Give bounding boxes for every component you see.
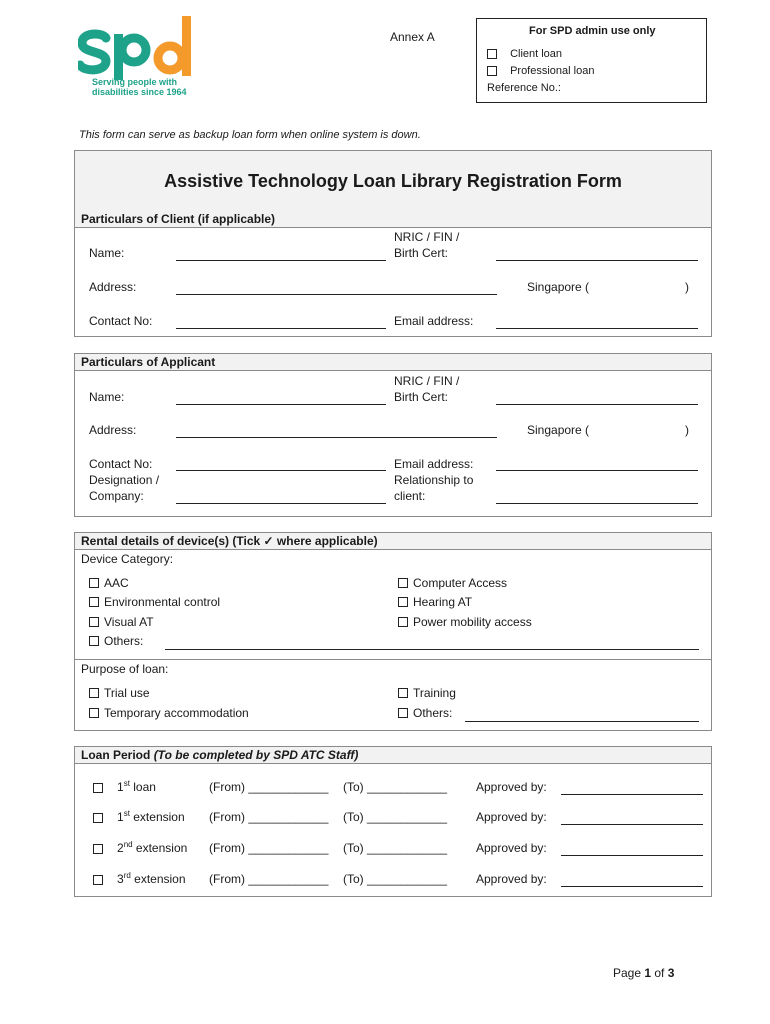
applicant-contact-label: Contact No: [89, 457, 153, 471]
applicant-relationship-label-2: client: [394, 489, 426, 503]
device-option-aac[interactable]: AAC [89, 575, 129, 591]
purpose-label: Purpose of loan: [81, 662, 169, 676]
loan-from[interactable]: (From) ____________ [209, 810, 329, 824]
loan-from[interactable]: (From) ____________ [209, 872, 329, 886]
loan-row-label: 1st loan [117, 779, 156, 794]
checkbox-icon[interactable] [487, 66, 497, 76]
applicant-relationship-field[interactable] [496, 503, 698, 504]
admin-box [476, 18, 707, 103]
loan-row-label: 1st extension [117, 809, 185, 824]
device-option-others[interactable]: Others: [89, 633, 143, 649]
client-close-paren: ) [685, 280, 689, 294]
purpose-option-others[interactable]: Others: [398, 705, 452, 721]
applicant-designation-label-1: Designation / [89, 473, 160, 487]
logo-tagline-1: Serving people with [92, 77, 178, 87]
loan-row [75, 810, 711, 826]
loan-approved-field[interactable] [561, 886, 703, 887]
applicant-email-label: Email address: [394, 457, 474, 471]
device-option-visual[interactable]: Visual AT [89, 614, 154, 630]
checkbox-icon[interactable] [398, 597, 408, 607]
checkbox-icon[interactable] [398, 617, 408, 627]
checkbox-icon[interactable] [89, 708, 99, 718]
loan-to[interactable]: (To) ____________ [343, 780, 448, 794]
loan-from[interactable]: (From) ____________ [209, 780, 329, 794]
checkbox-icon[interactable] [398, 708, 408, 718]
applicant-address-field[interactable] [176, 437, 497, 438]
rental-divider [75, 659, 711, 660]
client-name-label: Name: [89, 246, 125, 260]
checkbox-icon[interactable] [89, 688, 99, 698]
applicant-section [74, 353, 712, 517]
admin-reference: Reference No.: [487, 82, 561, 94]
annex-label: Annex A [390, 30, 435, 44]
checkbox-icon[interactable] [398, 578, 408, 588]
checkbox-icon[interactable] [93, 875, 103, 885]
device-category-label: Device Category: [81, 552, 174, 566]
spd-logo-mark [78, 14, 208, 82]
loan-to[interactable]: (To) ____________ [343, 841, 448, 855]
applicant-nric-label-1: NRIC / FIN / [394, 374, 460, 388]
checkbox-icon[interactable] [89, 578, 99, 588]
rental-section [74, 532, 712, 731]
loan-approved-label: Approved by: [476, 872, 547, 886]
checkbox-icon[interactable] [93, 783, 103, 793]
client-email-label: Email address: [394, 314, 474, 328]
loan-row [75, 872, 711, 888]
admin-option-client-loan[interactable]: Client loan [487, 48, 562, 60]
applicant-singapore-label: Singapore ( [527, 423, 590, 437]
loan-row [75, 780, 711, 796]
loan-from[interactable]: (From) ____________ [209, 841, 329, 855]
client-nric-label-1: NRIC / FIN / [394, 230, 460, 244]
admin-option-professional-loan[interactable]: Professional loan [487, 65, 594, 77]
checkbox-icon[interactable] [89, 636, 99, 646]
applicant-designation-field[interactable] [176, 503, 386, 504]
loan-to[interactable]: (To) ____________ [343, 872, 448, 886]
form-title: Assistive Technology Loan Library Registration Form [164, 171, 622, 191]
checkbox-icon[interactable] [89, 597, 99, 607]
rental-heading: Rental details of device(s) (Tick ✓ where applicable) [75, 533, 711, 550]
applicant-heading: Particulars of Applicant [75, 354, 711, 371]
client-address-field[interactable] [176, 294, 497, 295]
applicant-name-label: Name: [89, 390, 125, 404]
admin-title: For SPD admin use only [529, 25, 656, 37]
device-option-environmental[interactable]: Environmental control [89, 594, 220, 610]
applicant-nric-field[interactable] [496, 404, 698, 405]
purpose-option-trial[interactable]: Trial use [89, 685, 150, 701]
client-contact-label: Contact No: [89, 314, 153, 328]
device-option-hearing[interactable]: Hearing AT [398, 594, 472, 610]
loan-approved-field[interactable] [561, 824, 703, 825]
checkbox-icon[interactable] [93, 813, 103, 823]
applicant-relationship-label-1: Relationship to [394, 473, 474, 487]
loan-approved-field[interactable] [561, 855, 703, 856]
client-nric-label-2: Birth Cert: [394, 246, 449, 260]
client-email-field[interactable] [496, 328, 698, 329]
purpose-option-temporary[interactable]: Temporary accommodation [89, 705, 249, 721]
loan-row-label: 3rd extension [117, 871, 186, 886]
checkbox-icon[interactable] [93, 844, 103, 854]
applicant-name-field[interactable] [176, 404, 386, 405]
purpose-others-field[interactable] [465, 721, 699, 722]
checkbox-icon[interactable] [487, 49, 497, 59]
loan-heading: Loan Period (To be completed by SPD ATC Staff) [75, 747, 711, 764]
applicant-close-paren: ) [685, 423, 689, 437]
applicant-designation-label-2: Company: [89, 489, 144, 503]
client-singapore-label: Singapore ( [527, 280, 590, 294]
purpose-option-training[interactable]: Training [398, 685, 456, 701]
applicant-contact-field[interactable] [176, 470, 386, 471]
client-contact-field[interactable] [176, 328, 386, 329]
loan-approved-label: Approved by: [476, 780, 547, 794]
applicant-email-field[interactable] [496, 470, 698, 471]
page-number: Page 1 of 3 [613, 966, 675, 980]
loan-section [74, 746, 712, 897]
client-nric-field[interactable] [496, 260, 698, 261]
loan-approved-label: Approved by: [476, 841, 547, 855]
device-others-field[interactable] [165, 649, 699, 650]
device-option-power-mobility[interactable]: Power mobility access [398, 614, 532, 630]
client-address-label: Address: [89, 280, 137, 294]
client-section [74, 150, 712, 337]
checkbox-icon[interactable] [398, 688, 408, 698]
applicant-address-label: Address: [89, 423, 137, 437]
backup-note: This form can serve as backup loan form when online system is down. [79, 129, 421, 141]
spd-logo [78, 14, 208, 104]
device-option-computer[interactable]: Computer Access [398, 575, 507, 591]
tick-icon: ✓ [263, 534, 274, 548]
loan-approved-field[interactable] [561, 794, 703, 795]
applicant-nric-label-2: Birth Cert: [394, 390, 449, 404]
loan-row [75, 841, 711, 857]
loan-approved-label: Approved by: [476, 810, 547, 824]
client-name-field[interactable] [176, 260, 386, 261]
loan-row-label: 2nd extension [117, 840, 188, 855]
checkbox-icon[interactable] [89, 617, 99, 627]
client-heading-text: Particulars of Client (if applicable) [81, 212, 276, 226]
loan-to[interactable]: (To) ____________ [343, 810, 448, 824]
logo-tagline-2: disabilities since 1964 [92, 87, 187, 97]
